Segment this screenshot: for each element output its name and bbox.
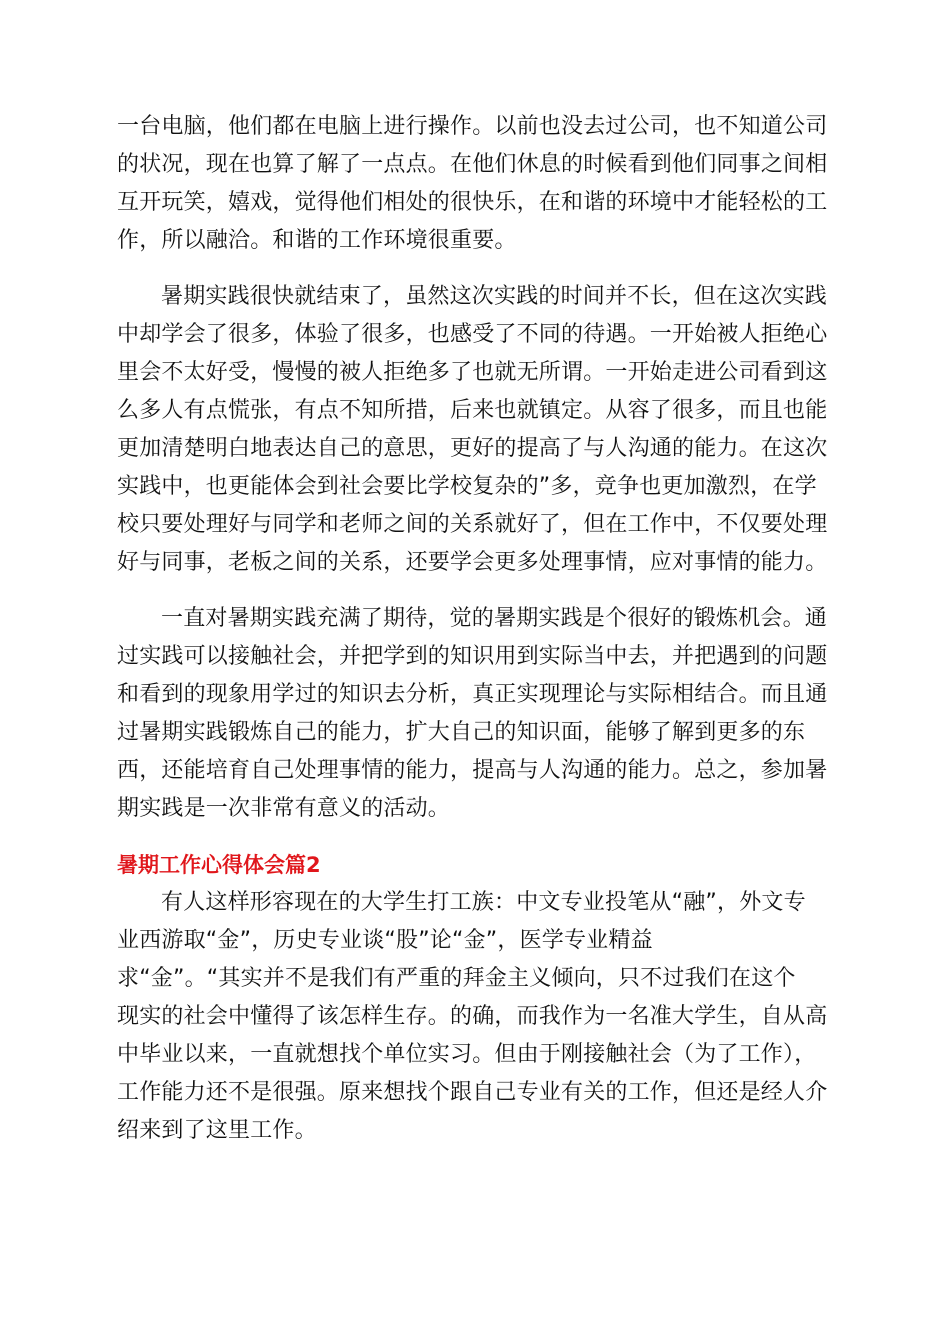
text-line: 西，还能培育自己处理事情的能力，提高与人沟通的能力。总之，参加暑: [117, 758, 828, 783]
paragraph-3: [117, 600, 833, 828]
paragraph-1: [117, 108, 833, 260]
paragraph-2: [117, 278, 833, 582]
text-line: 互开玩笑，嬉戏，觉得他们相处的很快乐，在和谐的环境中才能轻松的工: [117, 190, 828, 215]
text-line: 一台电脑，他们都在电脑上进行操作。以前也没去过公司，也不知道公司: [117, 114, 828, 139]
paragraph-spacer: [117, 582, 833, 600]
text-line: 中却学会了很多，体验了很多，也感受了不同的待遇。一开始被人拒绝心: [117, 322, 828, 347]
text-line: 作，所以融洽。和谐的工作环境很重要。: [117, 228, 517, 253]
text-line: 校只要处理好与同学和老师之间的关系就好了，但在工作中，不仅要处理: [117, 512, 828, 537]
text-line: 更加清楚明白地表达自己的意思，更好的提高了与人沟通的能力。在这次: [117, 436, 828, 461]
text-line: 的状况，现在也算了解了一点点。在他们休息的时候看到他们同事之间相: [117, 152, 828, 177]
paragraph-spacer: [117, 260, 833, 278]
text-line: 有人这样形容现在的大学生打工族：中文专业投笔从“融”，外文专: [161, 890, 806, 915]
text-line: 和看到的现象用学过的知识去分析，真正实现理论与实际相结合。而且通: [117, 682, 828, 707]
text-line: 暑期实践很快就结束了，虽然这次实践的时间并不长，但在这次实践: [161, 284, 828, 309]
text-line: 绍来到了这里工作。: [117, 1118, 317, 1143]
section-heading: 暑期工作心得体会篇2: [117, 853, 321, 877]
text-line: 里会不太好受，慢慢的被人拒绝多了也就无所谓。一开始走进公司看到这: [117, 360, 828, 385]
text-line: 期实践是一次非常有意义的活动。: [117, 796, 451, 821]
text-line: 过实践可以接触社会，并把学到的知识用到实际当中去，并把遇到的问题: [117, 644, 828, 669]
text-line: 中毕业以来，一直就想找个单位实习。但由于刚接触社会（为了工作），: [117, 1042, 817, 1067]
text-line: 求“金”。“其实并不是我们有严重的拜金主义倾向，只不过我们在这个: [117, 966, 796, 991]
text-line: 实践中，也更能体会到社会要比学校复杂的”多，竞争也更加激烈，在学: [117, 474, 817, 499]
paragraph-4: [117, 884, 833, 1150]
text-line: 工作能力还不是很强。原来想找个跟自己专业有关的工作，但还是经人介: [117, 1080, 828, 1105]
text-line: 么多人有点慌张，有点不知所措，后来也就镇定。从容了很多，而且也能: [117, 398, 828, 423]
text-line: 过暑期实践锻炼自己的能力，扩大自己的知识面，能够了解到更多的东: [117, 720, 806, 745]
text-line: 好与同事，老板之间的关系，还要学会更多处理事情，应对事情的能力。: [117, 550, 828, 575]
document-body: [117, 108, 833, 1150]
text-line: 现实的社会中懂得了该怎样生存。的确，而我作为一名准大学生，自从高: [117, 1004, 828, 1029]
text-line: 业西游取“金”，历史专业谈“股”论“金”，医学专业精益: [117, 928, 653, 953]
text-line: 一直对暑期实践充满了期待，觉的暑期实践是个很好的锻炼机会。通: [161, 606, 828, 631]
